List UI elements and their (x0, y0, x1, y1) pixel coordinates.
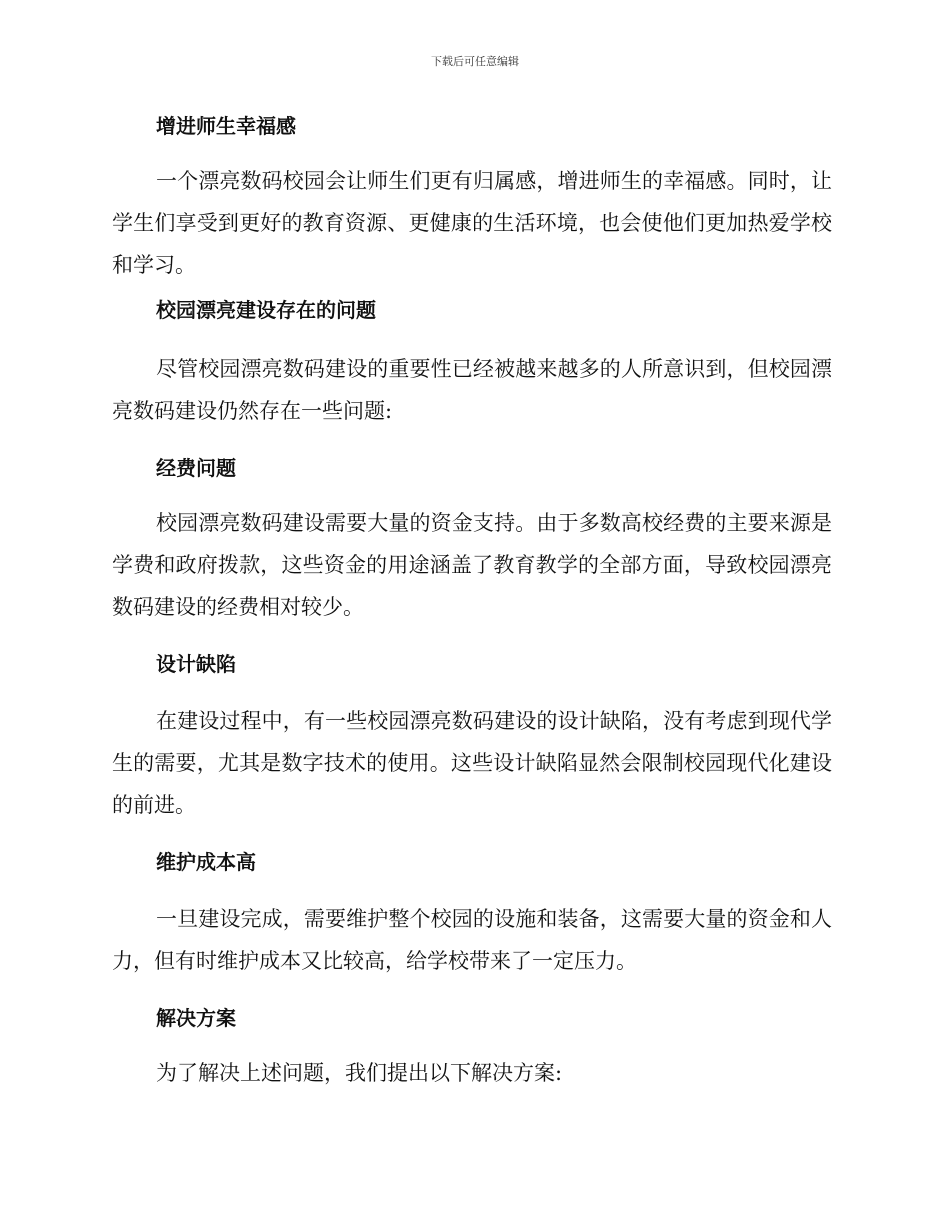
section-heading-solutions: 解决方案 (156, 1006, 236, 1030)
section-heading-problems: 校园漂亮建设存在的问题 (156, 298, 376, 322)
section-paragraph-wellbeing: 一个漂亮数码校园会让师生们更有归属感，增进师生的幸福感。同时，让学生们享受到更好的教育资源、更健康的生活环境，也会使他们更加热爱学校和学习。 (112, 169, 832, 277)
section-paragraph-funding: 校园漂亮数码建设需要大量的资金支持。由于多数高校经费的主要来源是学费和政府拨款，这些资金的用途涵盖了教育教学的全部方面，导致校园漂亮数码建设的经费相对较少。 (112, 511, 832, 619)
section-heading-design: 设计缺陷 (156, 652, 236, 676)
document-body (112, 110, 832, 1094)
section-paragraph-maintenance: 一旦建设完成，需要维护整个校园的设施和装备，这需要大量的资金和人力，但有时维护成本又比较高，给学校带来了一定压力。 (112, 907, 832, 973)
section-heading-wellbeing: 增进师生幸福感 (156, 114, 296, 138)
section-heading-maintenance: 维护成本高 (156, 850, 256, 874)
section-paragraph-solutions: 为了解决上述问题，我们提出以下解决方案: (156, 1061, 563, 1085)
section-paragraph-design: 在建设过程中，有一些校园漂亮数码建设的设计缺陷，没有考虑到现代学生的需要，尤其是数字技术的使用。这些设计缺陷显然会限制校园现代化建设的前进。 (112, 709, 832, 817)
section-heading-funding: 经费问题 (156, 456, 236, 480)
section-paragraph-problems: 尽管校园漂亮数码建设的重要性已经被越来越多的人所意识到，但校园漂亮数码建设仍然存在一些问题: (112, 357, 832, 423)
page-header-note: 下载后可任意编辑 (431, 55, 519, 68)
